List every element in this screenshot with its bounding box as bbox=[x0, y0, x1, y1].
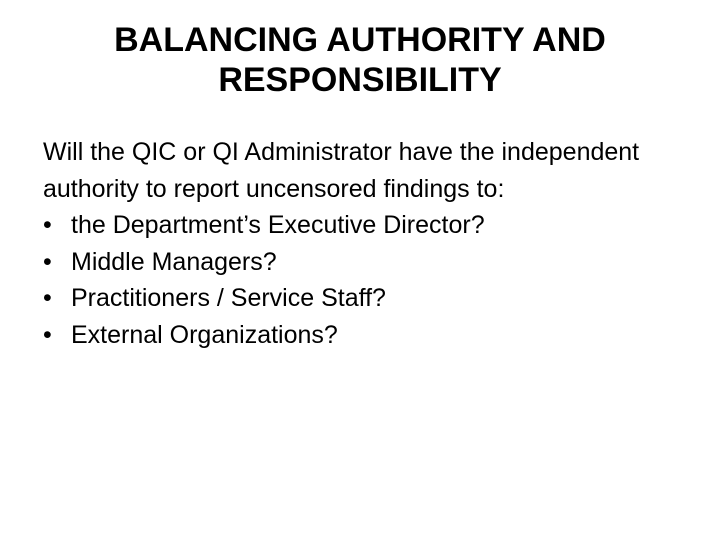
slide-title-line-1: BALANCING AUTHORITY AND bbox=[114, 21, 606, 59]
intro-text: Will the QIC or QI Administrator have the independent authority to report uncensored findings to: bbox=[43, 138, 640, 203]
slide-body bbox=[43, 134, 703, 353]
bullet-icon: • bbox=[43, 211, 52, 239]
bullet-text-executive-director: the Department’s Executive Director? bbox=[71, 211, 485, 239]
bullet-icon: • bbox=[43, 284, 52, 312]
slide-title bbox=[40, 20, 680, 100]
bullet-icon: • bbox=[43, 247, 52, 276]
bullet-text-practitioners: Practitioners / Service Staff? bbox=[71, 284, 386, 312]
bullet-item bbox=[43, 207, 703, 244]
bullet-item bbox=[43, 280, 703, 317]
bullet-text-middle-managers: Middle Managers? bbox=[71, 247, 277, 276]
bullet-list bbox=[43, 207, 703, 353]
slide-title-line-2: RESPONSIBILITY bbox=[218, 61, 502, 99]
bullet-text-external-organizations: External Organizations? bbox=[71, 320, 338, 349]
bullet-item bbox=[43, 317, 703, 354]
bullet-icon: • bbox=[43, 320, 52, 349]
bullet-item bbox=[43, 244, 703, 281]
